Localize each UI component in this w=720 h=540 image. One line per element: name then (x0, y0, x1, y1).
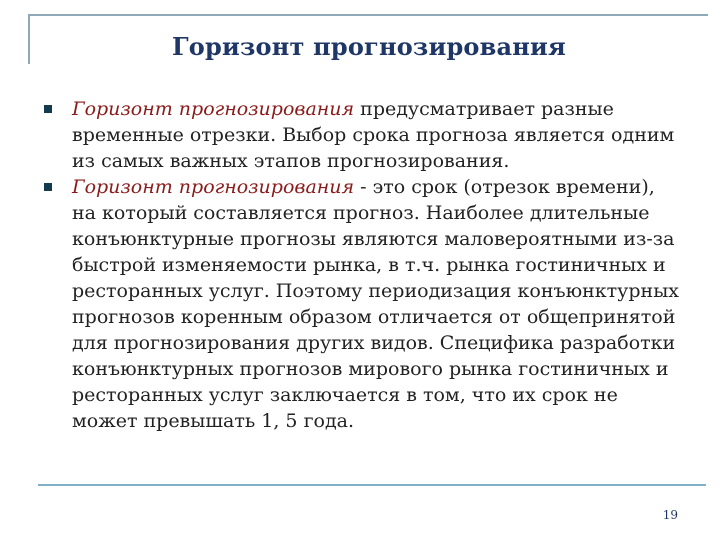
bullet-term: Горизонт прогнозирования (72, 98, 355, 120)
bullet-text: - это срок (отрезок времени), на который составляется прогноз. Наиболее длительные конъюнктурные прогнозы являются маловероятными из-за быстрой изменяемости рынка, в т.ч. рынка гостиничных и ресторанных услуг. Поэтому периодизация конъюнктурных прогнозов коренным образом отличается от общепринятой для прогнозирования других видов. Специфика разработки конъюнктурных прогнозов мирового рынка гостиничных и ресторанных услуг заключается в том, что их срок не может превышать 1, 5 года. (72, 176, 680, 432)
slide-frame-top-border (28, 14, 708, 16)
slide-title: Горизонт прогнозирования (172, 32, 566, 61)
square-bullet-icon (44, 183, 52, 191)
slide-frame-bottom-border (38, 484, 706, 486)
slide-content (44, 96, 684, 434)
bullet-item-2 (44, 174, 684, 434)
bullet-text: предусматривает разные временные отрезки. Выбор срока прогноза является одним из самых важных этапов прогнозирования. (72, 98, 675, 172)
bullet-item-1 (44, 96, 684, 174)
page-number: 19 (662, 508, 678, 522)
bullet-term: Горизонт прогнозирования (72, 176, 355, 198)
square-bullet-icon (44, 105, 52, 113)
